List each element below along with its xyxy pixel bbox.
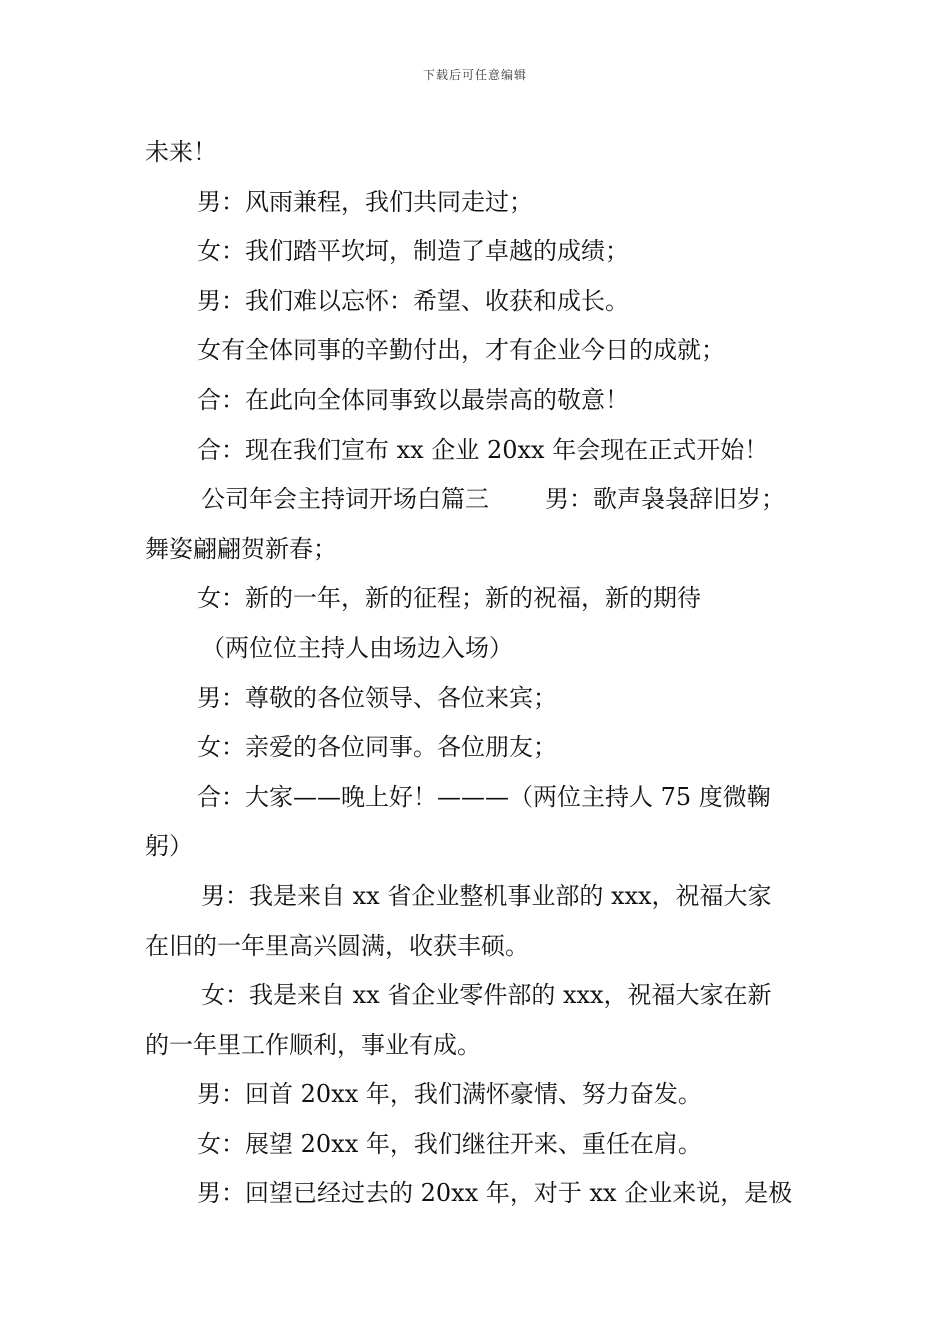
document-body <box>145 128 815 1219</box>
text-line: 女：亲爱的各位同事。各位朋友； <box>197 733 557 762</box>
stage-direction: （两位位主持人由场边入场） <box>201 633 513 662</box>
text-line: 男：我是来自 xx 省企业整机事业部的 xxx，祝福大家 <box>201 881 772 910</box>
text-line: 合：大家——晚上好！———（两位主持人 75 度微鞠 <box>197 782 771 811</box>
text-line: 男：回望已经过去的 20xx 年，对于 xx 企业来说，是极 <box>197 1179 793 1208</box>
text-line: 男：回首 20xx 年，我们满怀豪情、努力奋发。 <box>197 1080 702 1109</box>
text-line: 男：风雨兼程，我们共同走过； <box>197 187 533 216</box>
section-title: 公司年会主持词开场白篇三 <box>201 485 489 514</box>
text-line: 男：我们难以忘怀：希望、收获和成长。 <box>197 286 629 315</box>
text-line: 女：新的一年，新的征程；新的祝福，新的期待 <box>197 584 701 613</box>
section-title-line <box>145 475 815 525</box>
text-line: 合：在此向全体同事致以最崇高的敬意！ <box>197 385 629 414</box>
text-line: 的一年里工作顺利，事业有成。 <box>145 1030 481 1059</box>
text-line: 男：尊敬的各位领导、各位来宾； <box>197 683 557 712</box>
page-header: 下载后可任意编辑 <box>422 68 527 82</box>
text-line: 女：我们踏平坎坷，制造了卓越的成绩； <box>197 237 629 266</box>
text-line: 舞姿翩翩贺新春； <box>145 534 337 563</box>
text-line: 女有全体同事的辛勤付出，才有企业今日的成就； <box>197 336 725 365</box>
text-line: 合：现在我们宣布 xx 企业 20xx 年会现在正式开始！ <box>197 435 769 464</box>
text-line: 在旧的一年里高兴圆满，收获丰硕。 <box>145 931 529 960</box>
text-line: 女：我是来自 xx 省企业零件部的 xxx，祝福大家在新 <box>201 981 772 1010</box>
text-line: 躬） <box>145 832 193 861</box>
text-line: 未来！ <box>145 138 217 166</box>
text-line: 女：展望 20xx 年，我们继往开来、重任在肩。 <box>197 1129 702 1158</box>
text-segment: 男：歌声袅袅辞旧岁； <box>545 485 785 514</box>
